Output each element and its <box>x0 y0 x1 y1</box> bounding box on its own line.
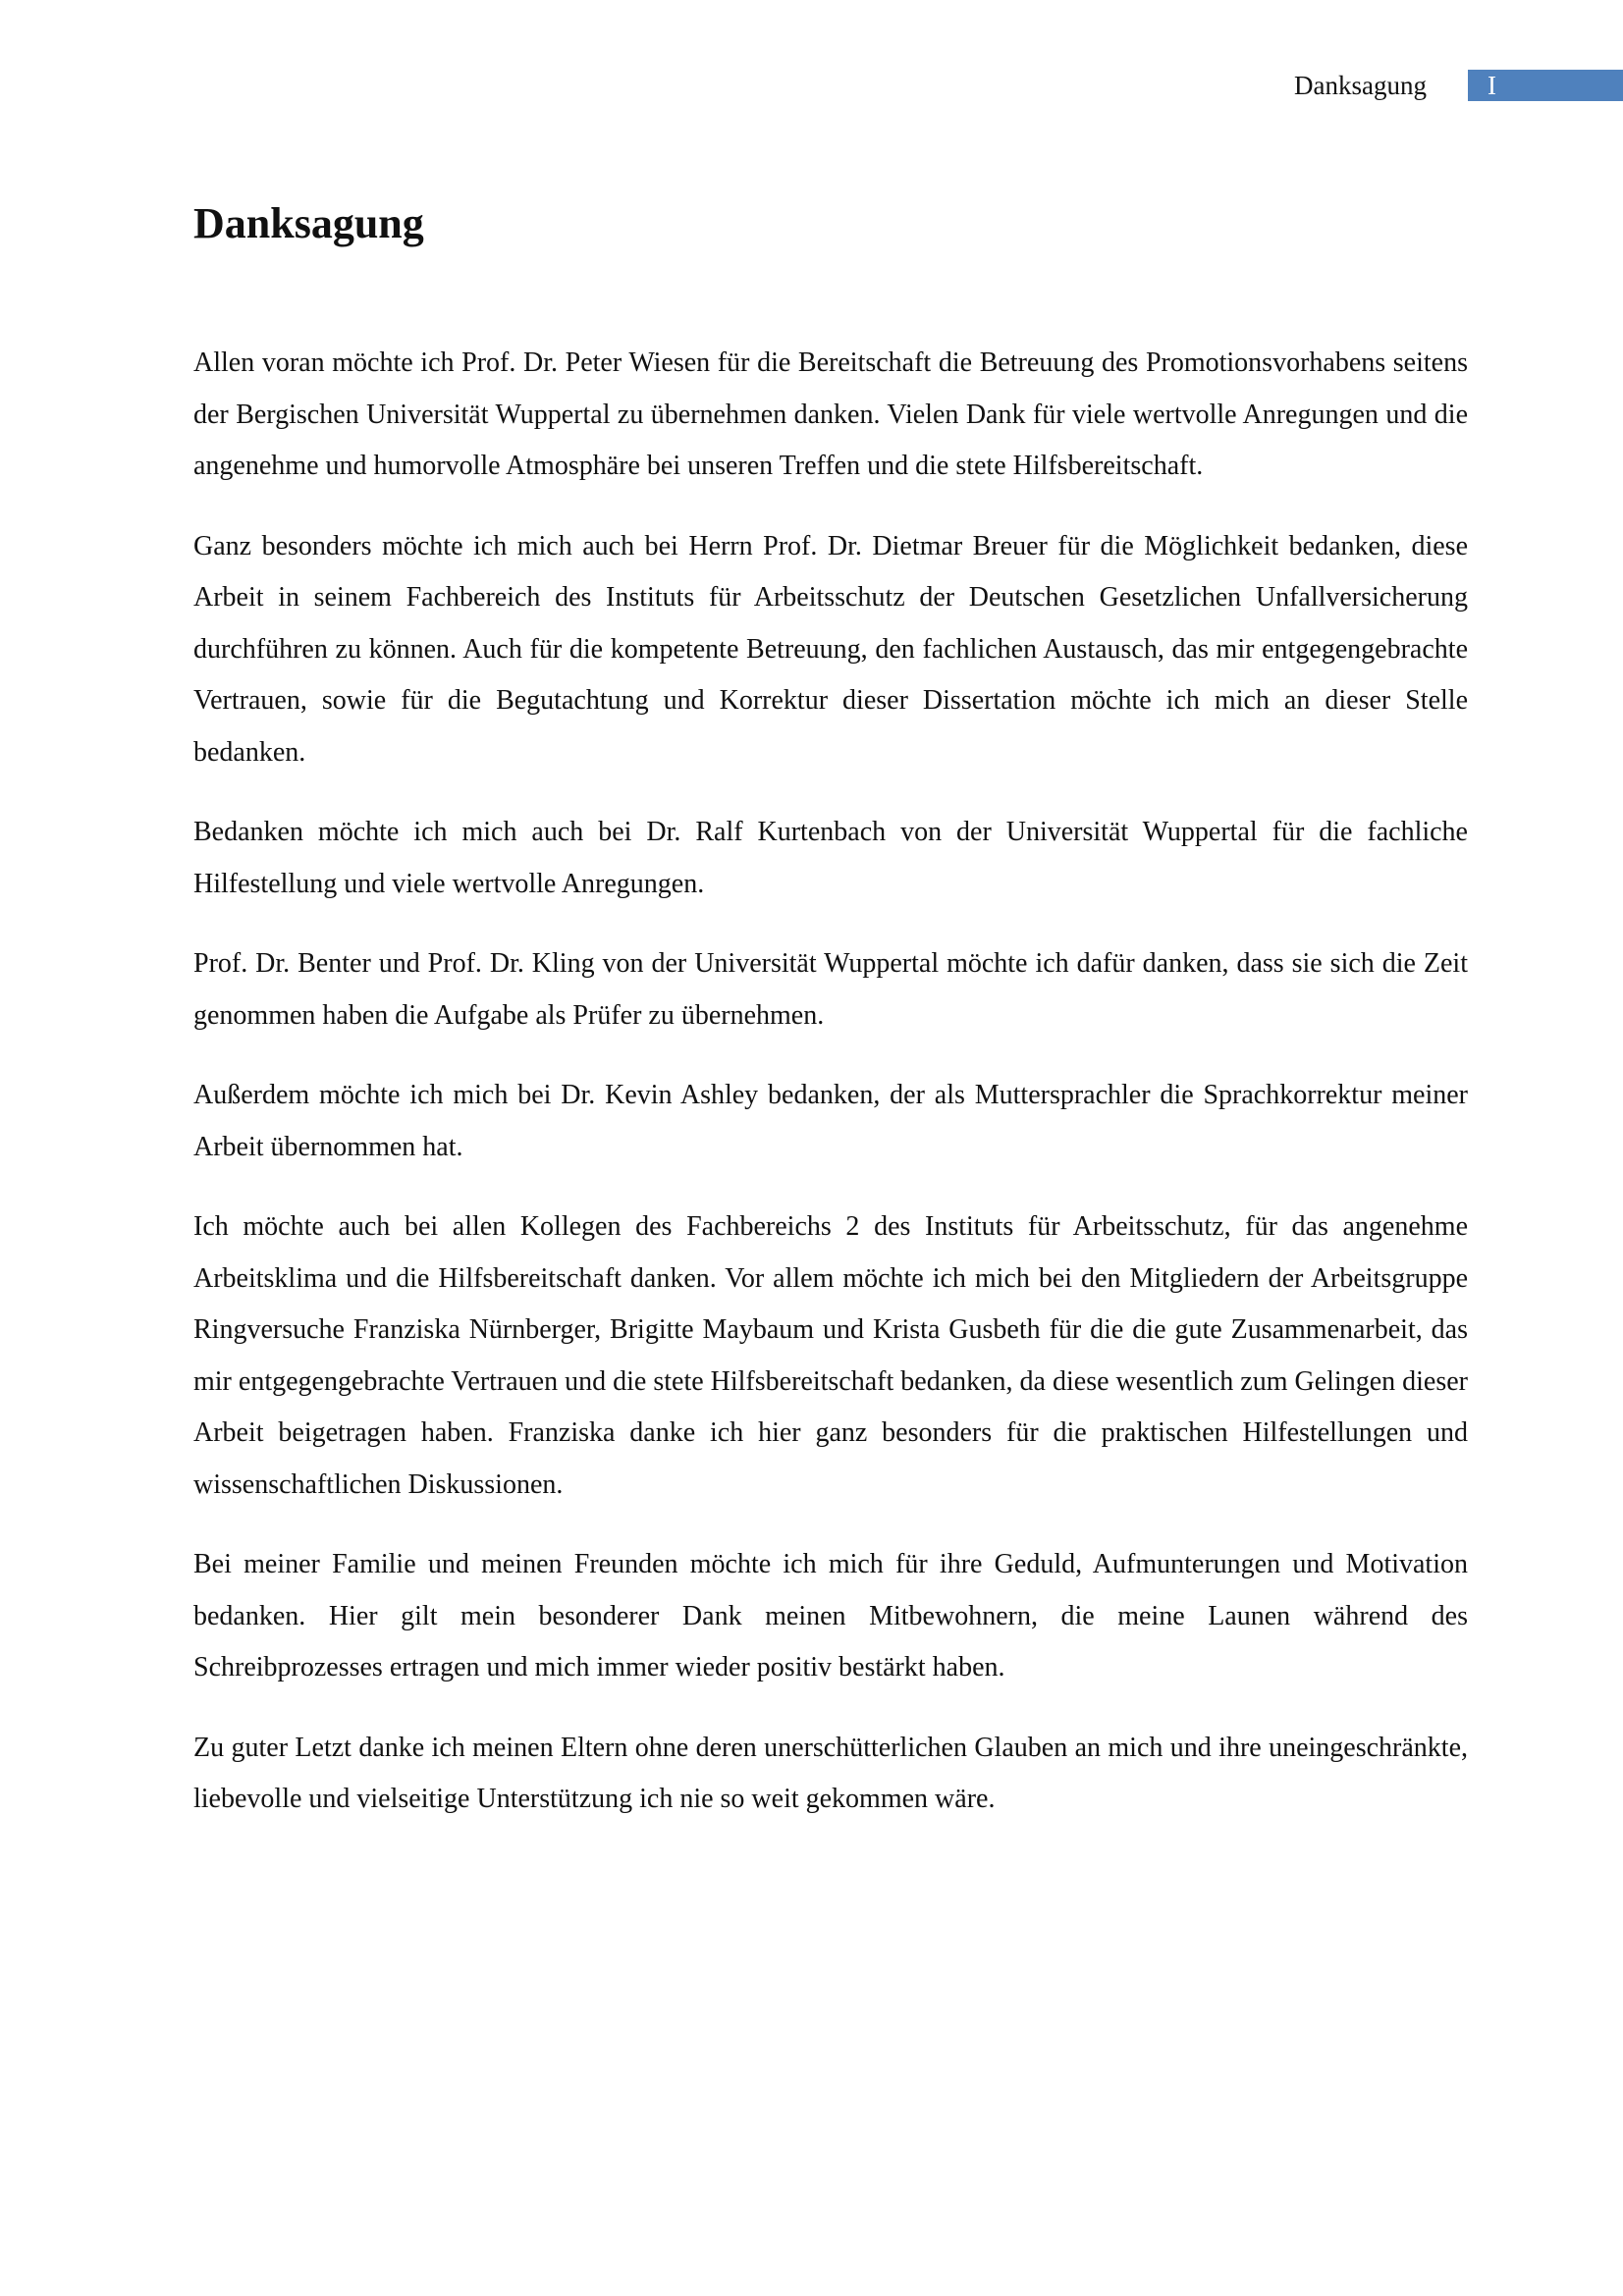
paragraph: Bedanken möchte ich mich auch bei Dr. Ralf Kurtenbach von der Universität Wuppertal für die fachliche Hilfestellung und viele wertvolle Anregungen. <box>193 817 1468 899</box>
body-text <box>193 338 1468 1854</box>
running-header-section: Danksagung <box>1294 71 1427 100</box>
page-number: I <box>1488 71 1496 100</box>
paragraph: Prof. Dr. Benter und Prof. Dr. Kling von der Universität Wuppertal möchte ich dafür danken, dass sie sich die Zeit genommen haben die Aufgabe als Prüfer zu übernehmen. <box>193 948 1468 1031</box>
paragraph: Ich möchte auch bei allen Kollegen des Fachbereichs 2 des Instituts für Arbeitsschutz, für das angenehme Arbeitsklima und die Hilfsbereitschaft danken. Vor allem möchte ich mich bei den Mitgliedern der Arbeitsgruppe Ringversuche Franziska Nürnberger, Brigitte Maybaum und Krista Gusbeth für die die gute Zusammenarbeit, das mir entgegengebrachte Vertrauen und die stete Hilfsbereitschaft bedanken, da diese wesentlich zum Gelingen dieser Arbeit beigetragen haben. Franziska danke ich hier ganz besonders für die praktischen Hilfestellungen und wissenschaftlichen Diskussionen. <box>193 1211 1468 1500</box>
paragraph: Außerdem möchte ich mich bei Dr. Kevin Ashley bedanken, der als Muttersprachler die Sprachkorrektur meiner Arbeit übernommen hat. <box>193 1080 1468 1162</box>
paragraph: Zu guter Letzt danke ich meinen Eltern ohne deren unerschütterlichen Glauben an mich und ihre uneingeschränkte, liebevolle und vielseitige Unterstützung ich nie so weit gekommen wäre. <box>193 1732 1468 1814</box>
page-number-bar <box>1468 70 1623 101</box>
page-title: Danksagung <box>193 199 424 247</box>
paragraph: Ganz besonders möchte ich mich auch bei Herrn Prof. Dr. Dietmar Breuer für die Möglichkeit bedanken, diese Arbeit in seinem Fachbereich des Instituts für Arbeitsschutz der Deutschen Gesetzlichen Unfallversicherung durchführen zu können. Auch für die kompetente Betreuung, den fachlichen Austausch, das mir entgegengebrachte Vertrauen, sowie für die Begutachtung und Korrektur dieser Dissertation möchte ich mich an dieser Stelle bedanken. <box>193 530 1468 768</box>
paragraph: Allen voran möchte ich Prof. Dr. Peter Wiesen für die Bereitschaft die Betreuung des Promotionsvorhabens seitens der Bergischen Universität Wuppertal zu übernehmen danken. Vielen Dank für viele wertvolle Anregungen und die angenehme und humorvolle Atmosphäre bei unseren Treffen und die stete Hilfsbereitschaft. <box>193 347 1468 481</box>
paragraph: Bei meiner Familie und meinen Freunden möchte ich mich für ihre Geduld, Aufmunterungen und Motivation bedanken. Hier gilt mein besonderer Dank meinen Mitbewohnern, die meine Launen während des Schreibprozesses ertragen und mich immer wieder positiv bestärkt haben. <box>193 1549 1468 1682</box>
